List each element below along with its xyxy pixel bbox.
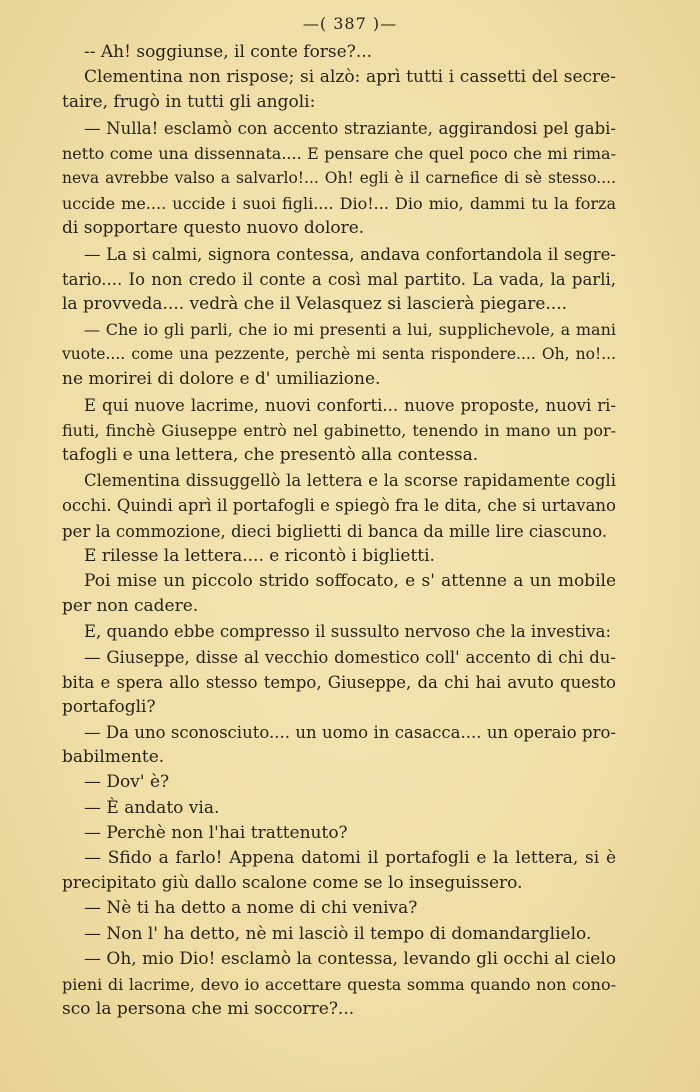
text-line: — Non l' ha detto, nè mi lasciò il tempo di domandarglielo. xyxy=(84,923,592,944)
text-line: -- Ah! soggiunse, il conte forse?... xyxy=(84,42,373,62)
text-line: Poi mise un piccolo strido soffocato, e s' attenne a un mobile xyxy=(84,570,616,591)
page-body-text xyxy=(62,40,616,1022)
text-line: di sopportare questo nuovo dolore. xyxy=(62,218,365,239)
text-line: uccide me.... uccide i suoi figli.... Dio!... Dio mio, dammi tu la forza xyxy=(62,194,616,214)
text-line: E, quando ebbe compresso il sussulto nervoso che la investiva: xyxy=(84,622,612,642)
text-line: bita e spera allo stesso tempo, Giuseppe, da chi hai avuto questo xyxy=(62,672,616,692)
text-line: — Sfido a farlo! Appena datomi il portafogli e la lettera, si è xyxy=(84,848,616,868)
text-line: netto come una dissennata.... E pensare che quel poco che mi rima- xyxy=(62,143,616,163)
text-line: tario.... Io non credo il conte a così mal partito. La vada, la parli, xyxy=(62,269,616,289)
text-line: neva avrebbe valso a salvarlo!... Oh! egli è il carnefice di sè stesso.... xyxy=(62,168,616,187)
text-line: E qui nuove lacrime, nuovi conforti... nuove proposte, nuovi ri- xyxy=(84,395,616,415)
text-line: — Che io gli parli, che io mi presenti a lui, supplichevole, a mani xyxy=(84,320,616,340)
text-line: portafogli? xyxy=(62,696,156,717)
text-line: ne morirei di dolore e d' umiliazione. xyxy=(62,369,381,390)
text-line: — È andato via. xyxy=(84,797,220,818)
page-number: —( 387 )— xyxy=(302,14,398,33)
text-line: Clementina dissuggellò la lettera e la scorse rapidamente cogli xyxy=(84,471,616,491)
text-line: — Dov' è? xyxy=(84,772,170,793)
text-line: tafogli e una lettera, che presentò alla contessa. xyxy=(62,445,479,465)
text-line: fiuti, finchè Giuseppe entrò nel gabinetto, tenendo in mano un por- xyxy=(62,420,616,440)
text-line: E rilesse la lettera.... e ricontò i biglietti. xyxy=(84,545,435,566)
text-line: la provveda.... vedrà che il Velasquez si lascierà piegare.... xyxy=(62,293,568,314)
text-line: per non cadere. xyxy=(62,596,199,617)
text-line: taire, frugò in tutti gli angoli: xyxy=(62,92,316,113)
text-line: — La si calmi, signora contessa, andava confortandola il segre- xyxy=(84,244,616,264)
text-line: — Nè ti ha detto a nome di chi veniva? xyxy=(84,898,418,919)
text-line: pieni di lacrime, devo io accettare questa somma quando non cono- xyxy=(62,974,616,994)
text-line: — Nulla! esclamò con accento straziante, aggirandosi pel gabi- xyxy=(84,118,616,138)
text-line: — Perchè non l'hai trattenuto? xyxy=(84,822,348,843)
text-line: — Giuseppe, disse al vecchio domestico coll' accento di chi du- xyxy=(84,647,616,667)
text-line: — Da uno sconosciuto.... un uomo in casacca.... un operaio pro- xyxy=(84,723,616,743)
text-line: babilmente. xyxy=(62,747,165,768)
text-line: — Oh, mio Dio! esclamò la contessa, levando gli occhi al cielo xyxy=(84,948,617,969)
text-line: vuote.... come una pezzente, perchè mi senta rispondere.... Oh, no!... xyxy=(62,345,616,364)
text-line: Clementina non rispose; si alzò: aprì tutti i cassetti del secre- xyxy=(84,67,616,88)
text-line: precipitato giù dallo scalone come se lo inseguissero. xyxy=(62,873,523,894)
text-line: sco la persona che mi soccorre?... xyxy=(62,999,355,1020)
text-line: per la commozione, dieci biglietti di banca da mille lire ciascuno. xyxy=(62,521,608,541)
text-line: occhi. Quindi aprì il portafogli e spiegò fra le dita, che si urtavano xyxy=(62,496,616,516)
